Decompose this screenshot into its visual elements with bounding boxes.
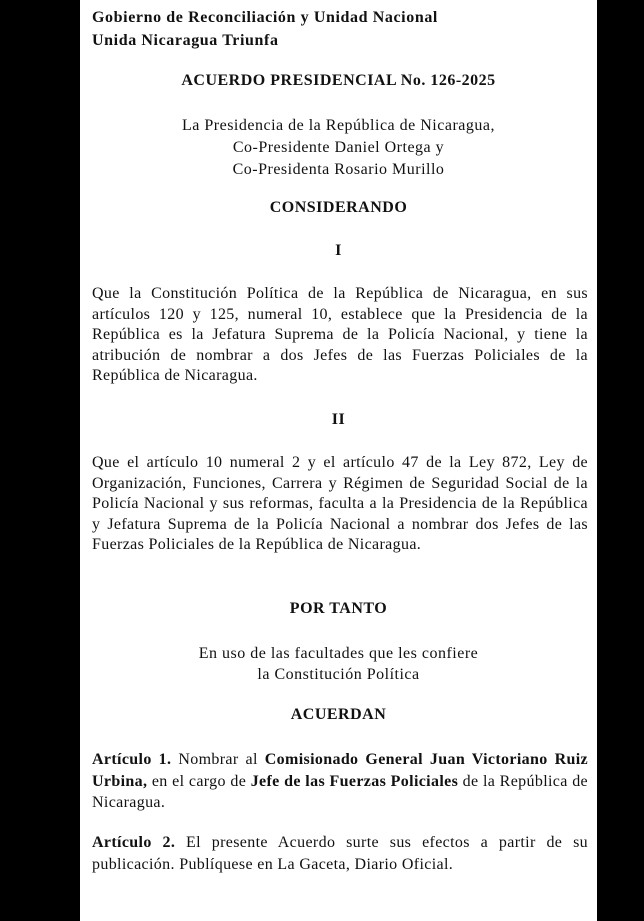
article-2 xyxy=(92,832,588,875)
decree-title: ACUERDO PRESIDENCIAL No. 126-2025 xyxy=(181,72,496,89)
appointee-name: Comisionado General Juan Victoriano Ruiz Urbina, xyxy=(92,751,588,790)
header-line-1: Gobierno de Reconciliación y Unidad Nacional xyxy=(92,9,438,26)
article-2-label: Artículo 2. xyxy=(92,834,176,851)
considerando-paragraph-1: Que la Constitución Política de la República de Nicaragua, en sus artículos 120 y 125, numeral 10, establece que la Presidencia de la República es la Jefatura Suprema de la Policía Nacional, y tiene la atribución de nombrar a dos Jefes de las Fuerzas Policiales de la República de Nicaragua. xyxy=(92,285,588,385)
acuerdan-heading: ACUERDAN xyxy=(290,706,387,723)
document-page xyxy=(80,0,597,921)
por-tanto-heading: POR TANTO xyxy=(289,600,388,617)
por-tanto-line-1: En uso de las facultades que les confiere xyxy=(198,645,479,662)
article-1-text-2: en el cargo de xyxy=(147,772,251,790)
article-1-label: Artículo 1. xyxy=(92,751,172,768)
article-2-text: El presente Acuerdo surte sus efectos a partir de su publicación. Publíquese en La Gaceta, Diario Oficial. xyxy=(92,834,588,873)
article-1 xyxy=(92,749,588,814)
presidency-line-3: Co-Presidenta Rosario Murillo xyxy=(232,161,445,178)
presidency-line-1: La Presidencia de la República de Nicaragua, xyxy=(182,117,495,134)
presidency-line-2: Co-Presidente Daniel Ortega y xyxy=(232,139,445,156)
header-line-2: Unida Nicaragua Triunfa xyxy=(92,32,279,49)
considerando-paragraph-2: Que el artículo 10 numeral 2 y el artículo 47 de la Ley 872, Ley de Organización, Funciones, Carrera y Régimen de Seguridad Social de la Policía Nacional y sus reformas, faculta a la Presidencia de la República y Jefatura Suprema de la Policía Nacional a nombrar dos Jefes de las Fuerzas Policiales de la República de Nicaragua. xyxy=(92,454,588,554)
article-1-text-3: de la República de Nicaragua. xyxy=(92,772,589,811)
por-tanto-line-2: la Constitución Política xyxy=(257,666,420,683)
section-numeral-2: II xyxy=(331,411,346,428)
position-title: Jefe de las Fuerzas Policiales xyxy=(250,772,459,790)
por-tanto-block xyxy=(80,643,597,685)
government-header xyxy=(92,6,438,52)
article-1-text-1: Nombrar al xyxy=(171,751,265,768)
presidency-block xyxy=(80,115,597,181)
section-numeral-1: I xyxy=(335,242,342,259)
considerando-heading: CONSIDERANDO xyxy=(269,199,408,216)
